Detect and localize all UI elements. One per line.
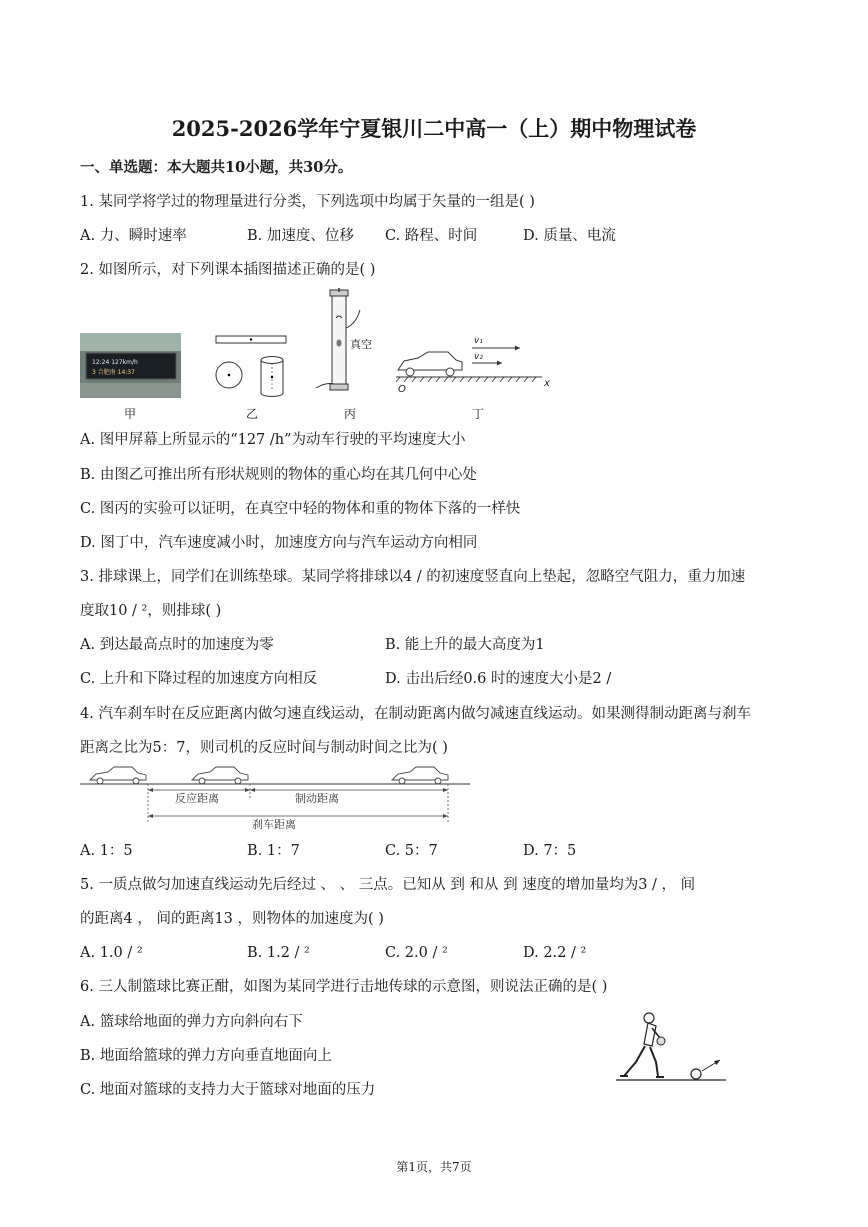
question-2-option-d: D. 图丁中，汽车速度减小时，加速度方向与汽车运动方向相同 <box>80 535 478 551</box>
braking-distance-label: 制动距离 <box>295 792 339 805</box>
question-4-stem-line-2: 距离之比为5：7，则司机的反应时间与制动时间之比为( ) <box>80 740 448 756</box>
question-3-option-c: C. 上升和下降过程的加速度方向相反 <box>80 671 318 687</box>
question-4-option-b: B. 1：7 <box>247 843 300 859</box>
question-4-option-a: A. 1：5 <box>80 843 133 859</box>
v1-label: v₁ <box>474 336 483 346</box>
question-5-option-c: C. 2.0 / ² <box>385 945 448 961</box>
question-3-option-d: D. 击出后经0.6 时的速度大小是2 / <box>385 671 612 687</box>
question-5-option-b: B. 1.2 / ² <box>247 945 310 961</box>
question-2-option-b: B. 由图乙可推出所有形状规则的物体的重心均在其几何中心处 <box>80 467 477 483</box>
caption-ding: 丁 <box>471 407 484 421</box>
question-4-stem-line-1: 4. 汽车刹车时在反应距离内做匀速直线运动，在制动距离内做匀减速直线运动。如果测得制动距离与刹车 <box>80 706 751 722</box>
total-distance-label: 刹车距离 <box>252 818 296 831</box>
caption-yi: 乙 <box>245 407 258 421</box>
question-2-option-c: C. 图丙的实验可以证明，在真空中轻的物体和重的物体下落的一样快 <box>80 501 521 517</box>
question-5-option-a: A. 1.0 / ² <box>80 945 143 961</box>
question-5-option-d: D. 2.2 / ² <box>523 945 587 961</box>
question-1-option-d: D. 质量、电流 <box>523 228 616 244</box>
question-2-stem: 2. 如图所示，对下列课本插图描述正确的是( ) <box>80 262 376 278</box>
question-2-option-a: A. 图甲屏幕上所显示的“127 /h”为动车行驶的平均速度大小 <box>80 432 466 448</box>
question-6-stem: 6. 三人制篮球比赛正酣，如图为某同学进行击地传球的示意图，则说法正确的是( ) <box>80 979 608 995</box>
caption-bing: 丙 <box>343 407 356 421</box>
question-4-option-d: D. 7：5 <box>523 843 577 859</box>
question-1-option-a: A. 力、瞬时速率 <box>80 228 187 244</box>
screen-line-2: 3 合肥南 14:37 <box>92 369 135 376</box>
figure-bing-vacuum-tube <box>312 288 382 398</box>
origin-label: O <box>398 384 406 395</box>
screen-line-1: 12:24 127km/h <box>92 359 138 366</box>
question-5-stem-line-2: 的距离4 ， 间的距离13 ，则物体的加速度为( ) <box>80 911 384 927</box>
page-footer: 第1页，共7页 <box>396 1160 472 1174</box>
figure-basketball-pass <box>612 1010 730 1084</box>
reaction-distance-label: 反应距离 <box>175 792 219 805</box>
question-1-stem: 1. 某同学将学过的物理量进行分类，下列选项中均属于矢量的一组是( ) <box>80 194 535 210</box>
x-axis-label: x <box>544 378 550 389</box>
page-title: 2025-2026学年宁夏银川二中高一（上）期中物理试卷 <box>171 116 697 141</box>
question-3-option-a: A. 到达最高点时的加速度为零 <box>80 637 274 653</box>
figure-braking-distance <box>80 760 472 832</box>
figure-yi-shapes <box>212 333 292 398</box>
question-5-stem-line-1: 5. 一质点做匀加速直线运动先后经过 、 、 三点。已知从 到 和从 到 速度的增加量均为3 / ， 间 <box>80 877 696 893</box>
figure-jia-train-screen <box>80 333 181 398</box>
question-3-stem-line-2: 度取10 / ²，则排球( ) <box>80 603 222 619</box>
question-6-option-b: B. 地面给篮球的弹力方向垂直地面向上 <box>80 1048 332 1064</box>
v2-label: v₂ <box>474 352 483 362</box>
question-1-option-c: C. 路程、时间 <box>385 228 478 244</box>
caption-jia: 甲 <box>123 407 136 421</box>
section-heading: 一、单选题：本大题共10小题，共30分。 <box>80 159 353 176</box>
question-1-option-b: B. 加速度、位移 <box>247 228 354 244</box>
figure-ding-car <box>392 330 557 398</box>
question-6-option-a: A. 篮球给地面的弹力方向斜向右下 <box>80 1014 303 1030</box>
question-6-option-c: C. 地面对篮球的支持力大于篮球对地面的压力 <box>80 1082 376 1098</box>
question-4-option-c: C. 5：7 <box>385 843 438 859</box>
question-3-option-b: B. 能上升的最大高度为1 <box>385 637 545 653</box>
question-3-stem-line-1: 3. 排球课上，同学们在训练垫球。某同学将排球以4 / 的初速度竖直向上垫起，忽略空气阻力，重力加速 <box>80 569 746 585</box>
vacuum-label: 真空 <box>350 338 372 351</box>
